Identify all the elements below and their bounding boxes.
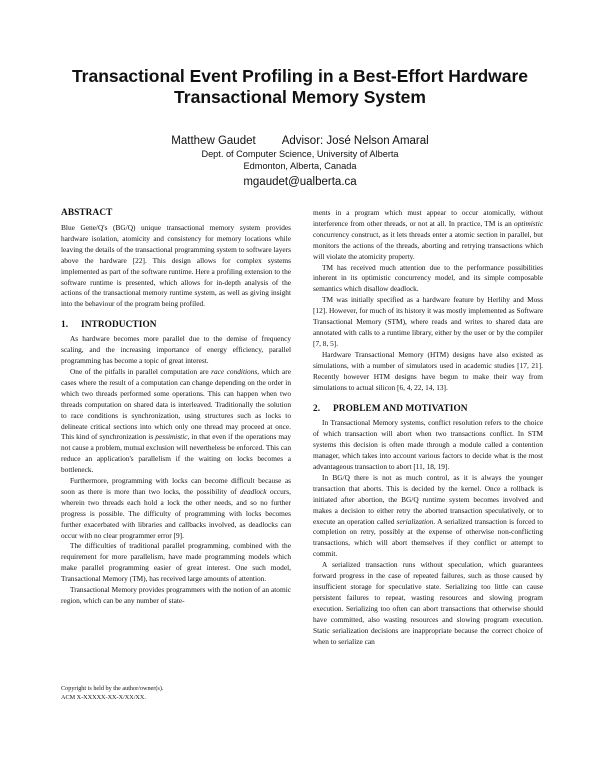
- section-1-number: 1.: [61, 320, 69, 331]
- advisor-name: Advisor: José Nelson Amaral: [281, 135, 429, 147]
- author-line: [40, 134, 560, 148]
- author-email: mgaudet@ualberta.ca: [243, 176, 357, 188]
- author-name: Matthew Gaudet: [171, 135, 256, 147]
- section-2-title: PROBLEM AND MOTIVATION: [333, 404, 468, 415]
- affiliation: [40, 149, 560, 172]
- abstract-text: Blue Gene/Q's (BG/Q) unique transactional memory system provides hardware isolation, atomicity and consistency for memory locations while leaving the details of the transactional programming system to software layers above the hardware [22]. This design allows for complex systems implemented as part of the software runtime. Here a profiling extension to the software runtime is presented, which allows for in-depth analysis of the actions of the transactional memory runtime system, as well as giving insight into the behaviour of the program being profiled.: [61, 223, 291, 309]
- intro-paragraph-4: The difficulties of traditional parallel programming, combined with the requirement for more parallelism, have made programming models which make parallel programming easier of great interest. One such model, Transactional Memory (TM), has received large amounts of attention.: [61, 541, 291, 584]
- intro-paragraph-5: Transactional Memory provides programmers with the notion of an atomic region, which can be any number of state-: [61, 585, 291, 605]
- copyright-line: Copyright is held by the author/owner(s).: [61, 685, 164, 692]
- intro-continued-paragraph-3: TM was initially specified as a hardware feature by Herlihy and Moss [12]. However, for much of its history it was mostly implemented as Software Transactional Memory (STM), where reads and writes to shared data are annotated with calls to a runtime library, either by the user or by the compiler [7, 8, 5].: [313, 295, 543, 348]
- intro-continued-paragraph-2: TM has received much attention due to the performance possibilities inherent in its optimistic concurrency model, and its simple composable semantics which disallow deadlock.: [313, 262, 543, 294]
- intro-paragraph-2: One of the pitfalls in parallel computation are race conditions, which are cases where the result of a computation can change depending on the order in which two threads performed some operations. This can happen when two threads computation on shared data is interleaved. Traditionally the solution to race conditions is synchronization, using structures such as locks to delineate critical sections into which only one thread may proceed at once. This kind of synchronization is pessimistic, in that even if the operations may not cause a problem, mutual exclusion will nevertheless be enforced. This can reduce an application's parallelism if the waiting on locks becomes a bottleneck.: [61, 366, 292, 475]
- intro-paragraph-1: As hardware becomes more parallel due to the demise of frequency scaling, and the increasing importance of energy efficiency, parallel programming has become a topic of great interest.: [61, 334, 291, 366]
- copyright-notice: [61, 685, 291, 702]
- abstract-heading: ABSTRACT: [61, 208, 113, 218]
- left-column: [61, 207, 291, 607]
- section-1-title: INTRODUCTION: [81, 320, 157, 331]
- title-line-1: Transactional Event Profiling in a Best-Effort Hardware: [71, 66, 529, 86]
- right-column: [313, 208, 543, 647]
- intro-paragraph-3: Furthermore, programming with locks can become difficult because as soon as there is more than two locks, the possibility of deadlock occurs, wherein two threads each hold a lock the other needs, and so no further progress is possible. The difficulty of programming with locks becomes further exacerbated with libraries and callbacks involved, as deadlocks can occur with no clear programmer error [9].: [61, 476, 291, 540]
- acm-line: ACM X-XXXXX-XX-X/XX/XX.: [61, 693, 146, 701]
- intro-continued-paragraph-4: Hardware Transactional Memory (HTM) designs have also existed as simulations, with a number of simulators used in academic studies [17, 21]. Recently however HTM designs have begun to make their way from simulations to actual silicon [6, 4, 22, 14, 13].: [313, 349, 543, 392]
- affiliation-dept: Dept. of Computer Science, University of Alberta: [201, 149, 399, 159]
- sec2-paragraph-2: In BG/Q there is not as much control, as it is always the younger transaction that aborts. This is decided by the kernel. Once a rollback is initiated after abortion, the BG/Q runtime system becomes involved and makes a decision to either retry the aborted transaction speculatively, or to execute an operation called serialization. A serialized transaction is forced to completion on retry, possibly at the expense of otherwise non-conflicting transactions, which will abort themselves if they conflict or attempt to commit.: [313, 472, 543, 559]
- title-line-2: Transactional Memory System: [174, 87, 426, 107]
- paper-title: [40, 66, 560, 108]
- section-2-number: 2.: [313, 404, 321, 415]
- section-1-heading: [61, 319, 291, 331]
- section-2-heading: [313, 403, 543, 415]
- sec2-paragraph-1: In Transactional Memory systems, conflict resolution refers to the choice of which transaction will abort when two transactions conflict. In STM systems this decision is often made through a module called a contention manager, which takes into account various factors to decide what is the most advantageous transaction to abort [11, 18, 19].: [313, 418, 543, 472]
- affiliation-location: Edmonton, Alberta, Canada: [243, 160, 357, 171]
- intro-continued-paragraph-1: ments in a program which must appear to occur atomically, without interference from other threads, or not at all. In practice, TM is an optimistic concurrency construct, as it lets threads enter a atomic section in parallel, but monitors the actions of the threads, aborting and retrying transactions which will violate the atomicity property.: [313, 208, 543, 261]
- sec2-paragraph-3: A serialized transaction runs without speculation, which guarantees forward progress in the case of repeated failures, such as those caused by insufficient storage for speculative state. Serializing too little can cause persistent failures to repeat, wasting resources and slowing program execution. Serializing too often can abort transactions that otherwise should have committed, also wasting resources and slowing program execution. Static serialization decisions are inappropriate because the correct choice of when to serialize can: [313, 560, 543, 646]
